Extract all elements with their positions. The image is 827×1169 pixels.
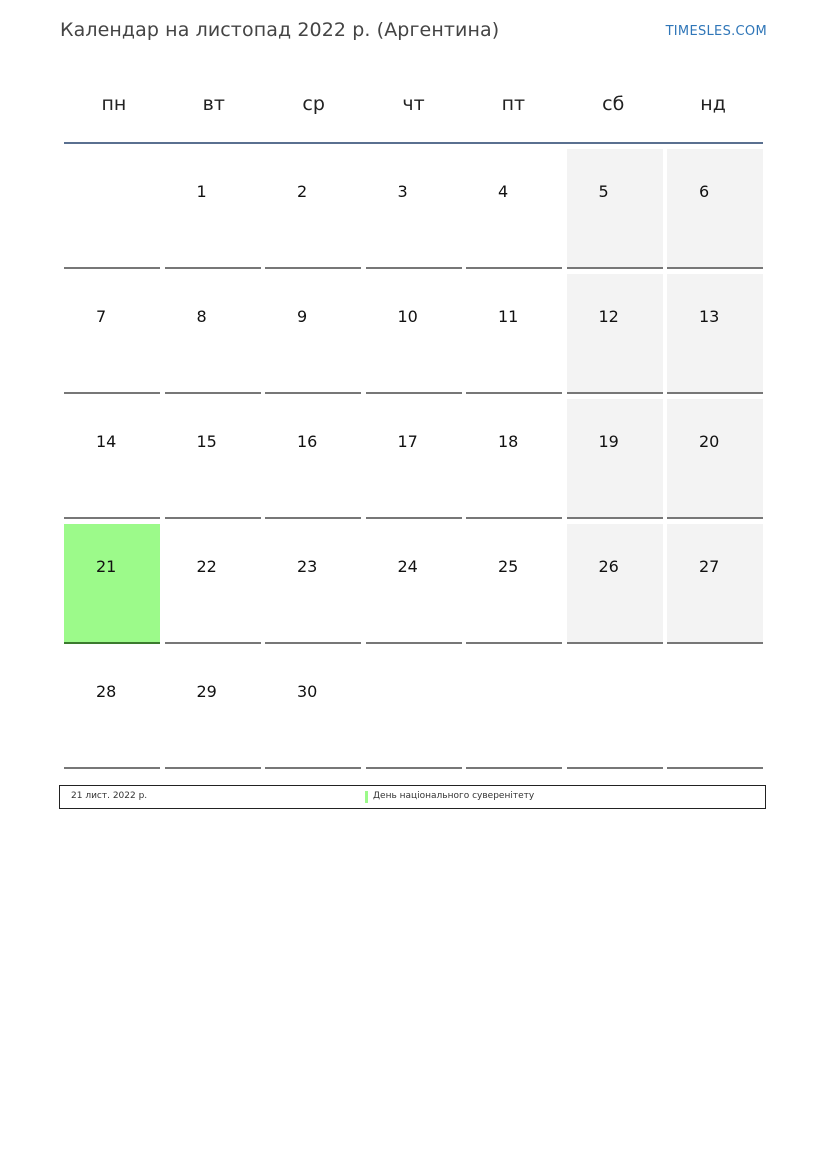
weekday-tue: вт — [202, 93, 225, 115]
day-cell[interactable] — [567, 524, 663, 644]
weekday-header — [64, 80, 763, 142]
day-cell[interactable] — [64, 524, 160, 644]
day-cell[interactable] — [64, 274, 160, 394]
day-number: 20 — [699, 432, 720, 451]
day-cell[interactable] — [466, 149, 562, 269]
day-number: 1 — [196, 182, 207, 201]
day-number: 25 — [498, 557, 519, 576]
day-cell[interactable] — [567, 399, 663, 519]
day-number: 27 — [699, 557, 720, 576]
site-link[interactable]: TIMESLES.COM — [665, 24, 767, 39]
day-number: 18 — [498, 432, 519, 451]
day-number: 6 — [699, 182, 710, 201]
legend-color-marker — [365, 791, 368, 803]
day-number: 26 — [598, 557, 619, 576]
empty-day-cell — [466, 649, 562, 769]
weekday-sat: сб — [602, 93, 625, 115]
day-cell[interactable] — [265, 524, 361, 644]
weekday-thu: чт — [402, 93, 425, 115]
day-number: 13 — [699, 307, 720, 326]
day-cell[interactable] — [366, 149, 462, 269]
empty-day-cell — [366, 649, 462, 769]
day-cell[interactable] — [165, 399, 261, 519]
day-number: 9 — [297, 307, 308, 326]
day-cell[interactable] — [466, 399, 562, 519]
day-cell[interactable] — [265, 274, 361, 394]
day-cell[interactable] — [265, 149, 361, 269]
day-cell[interactable] — [165, 649, 261, 769]
calendar-week — [64, 399, 763, 524]
day-cell[interactable] — [265, 649, 361, 769]
day-number: 21 — [96, 557, 117, 576]
day-cell[interactable] — [165, 274, 261, 394]
day-number: 19 — [598, 432, 619, 451]
day-cell[interactable] — [165, 524, 261, 644]
day-number: 10 — [397, 307, 418, 326]
day-cell[interactable] — [366, 524, 462, 644]
calendar-week — [64, 649, 763, 774]
day-number: 15 — [196, 432, 217, 451]
weekday-fri: пт — [501, 93, 526, 115]
day-number: 11 — [498, 307, 519, 326]
day-number: 30 — [297, 682, 318, 701]
legend-holiday-name: День національного суверенітету — [373, 791, 535, 801]
day-number: 3 — [397, 182, 408, 201]
holiday-legend — [59, 785, 766, 809]
weekday-mon: пн — [101, 93, 127, 115]
header-divider — [64, 142, 763, 144]
day-cell[interactable] — [667, 524, 763, 644]
empty-day-cell — [667, 649, 763, 769]
day-cell[interactable] — [165, 149, 261, 269]
day-cell[interactable] — [567, 149, 663, 269]
day-cell[interactable] — [667, 399, 763, 519]
day-cell[interactable] — [466, 524, 562, 644]
day-number: 29 — [196, 682, 217, 701]
day-number: 12 — [598, 307, 619, 326]
day-number: 28 — [96, 682, 117, 701]
day-cell[interactable] — [64, 399, 160, 519]
legend-date: 21 лист. 2022 р. — [71, 791, 148, 801]
day-number: 8 — [196, 307, 207, 326]
day-number: 2 — [297, 182, 308, 201]
calendar-week — [64, 524, 763, 649]
page-title: Календар на листопад 2022 р. (Аргентина) — [60, 19, 500, 41]
day-cell[interactable] — [466, 274, 562, 394]
day-number: 4 — [498, 182, 509, 201]
day-cell[interactable] — [366, 274, 462, 394]
day-number: 7 — [96, 307, 107, 326]
calendar-week — [64, 274, 763, 399]
day-cell[interactable] — [366, 399, 462, 519]
day-number: 17 — [397, 432, 418, 451]
weekday-wed: ср — [302, 93, 325, 115]
day-number: 16 — [297, 432, 318, 451]
empty-day-cell — [567, 649, 663, 769]
day-number: 24 — [397, 557, 418, 576]
empty-day-cell — [64, 149, 160, 269]
day-number: 14 — [96, 432, 117, 451]
calendar-week — [64, 149, 763, 274]
day-number: 23 — [297, 557, 318, 576]
day-number: 22 — [196, 557, 217, 576]
calendar-grid — [64, 149, 763, 774]
weekday-sun: нд — [700, 93, 726, 115]
day-cell[interactable] — [667, 149, 763, 269]
day-cell[interactable] — [667, 274, 763, 394]
day-cell[interactable] — [567, 274, 663, 394]
day-cell[interactable] — [64, 649, 160, 769]
day-number: 5 — [598, 182, 609, 201]
day-cell[interactable] — [265, 399, 361, 519]
